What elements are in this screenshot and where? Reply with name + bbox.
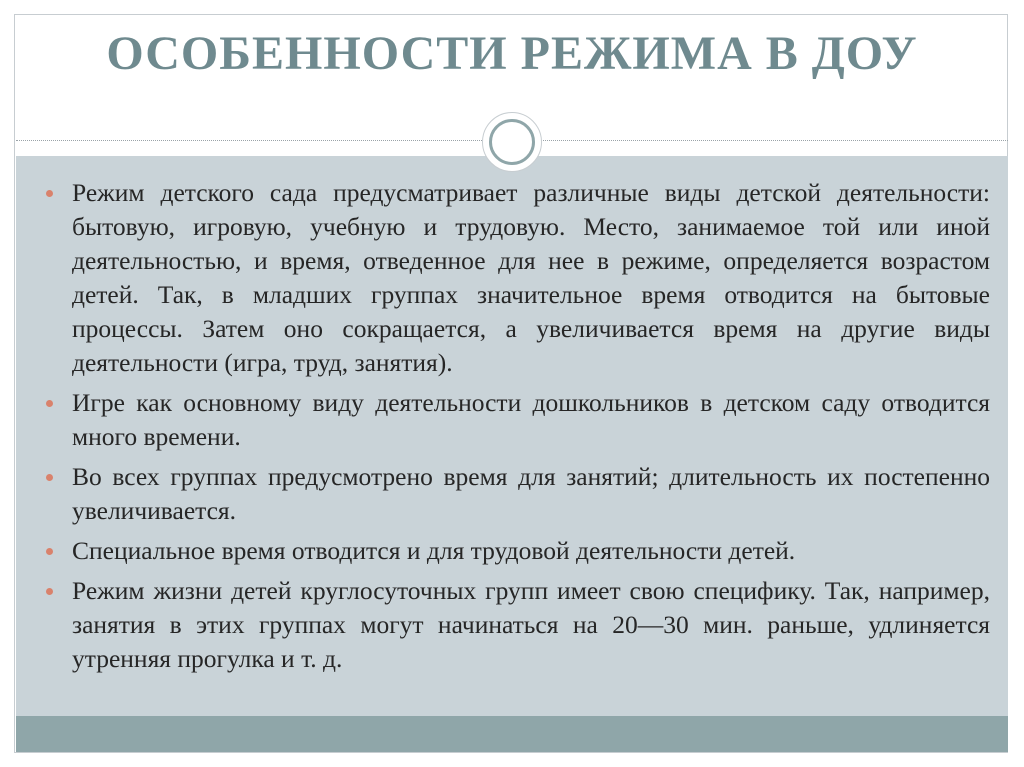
bullet-item xyxy=(40,176,990,380)
bullet-dot-icon xyxy=(46,400,53,407)
bullet-item xyxy=(40,460,990,528)
bullet-text: Специальное время отводится и для трудовой деятельности детей. xyxy=(72,536,796,565)
bullet-dot-icon xyxy=(46,190,53,197)
bullet-text: Игре как основному виду деятельности дошкольников в детском саду отводится много времени. xyxy=(72,388,990,451)
circle-ornament-icon xyxy=(482,112,542,172)
bullet-text: Во всех группах предусмотрено время для занятий; длительность их постепенно увеличивается. xyxy=(72,462,990,525)
bullet-item xyxy=(40,574,990,676)
bullet-list xyxy=(40,176,990,682)
slide-title: ОСОБЕННОСТИ РЕЖИМА В ДОУ xyxy=(106,27,918,80)
bullet-text: Режим детского сада предусматривает различные виды детской деятельности: бытовую, игровую, учебную и трудовую. Место, занимаемое той или иной деятельностью, и время, отведенное для нее в режиме, определяется возрастом детей. Так, в младших группах значительное время отводится на бытовые процессы. Затем оно сокращается, а увеличивается время на другие виды деятельности (игра, труд, занятия). xyxy=(72,178,990,377)
bullet-item xyxy=(40,386,990,454)
bullet-item xyxy=(40,534,990,568)
bullet-text: Режим жизни детей круглосуточных групп имеет свою специфику. Так, например, занятия в этих группах могут начинаться на 20—30 мин. раньше, удлиняется утренняя прогулка и т. д. xyxy=(72,576,990,673)
circle-ornament-inner xyxy=(489,119,535,165)
bullet-dot-icon xyxy=(46,588,53,595)
bullet-dot-icon xyxy=(46,548,53,555)
bottom-band xyxy=(16,716,1008,752)
bullet-dot-icon xyxy=(46,474,53,481)
